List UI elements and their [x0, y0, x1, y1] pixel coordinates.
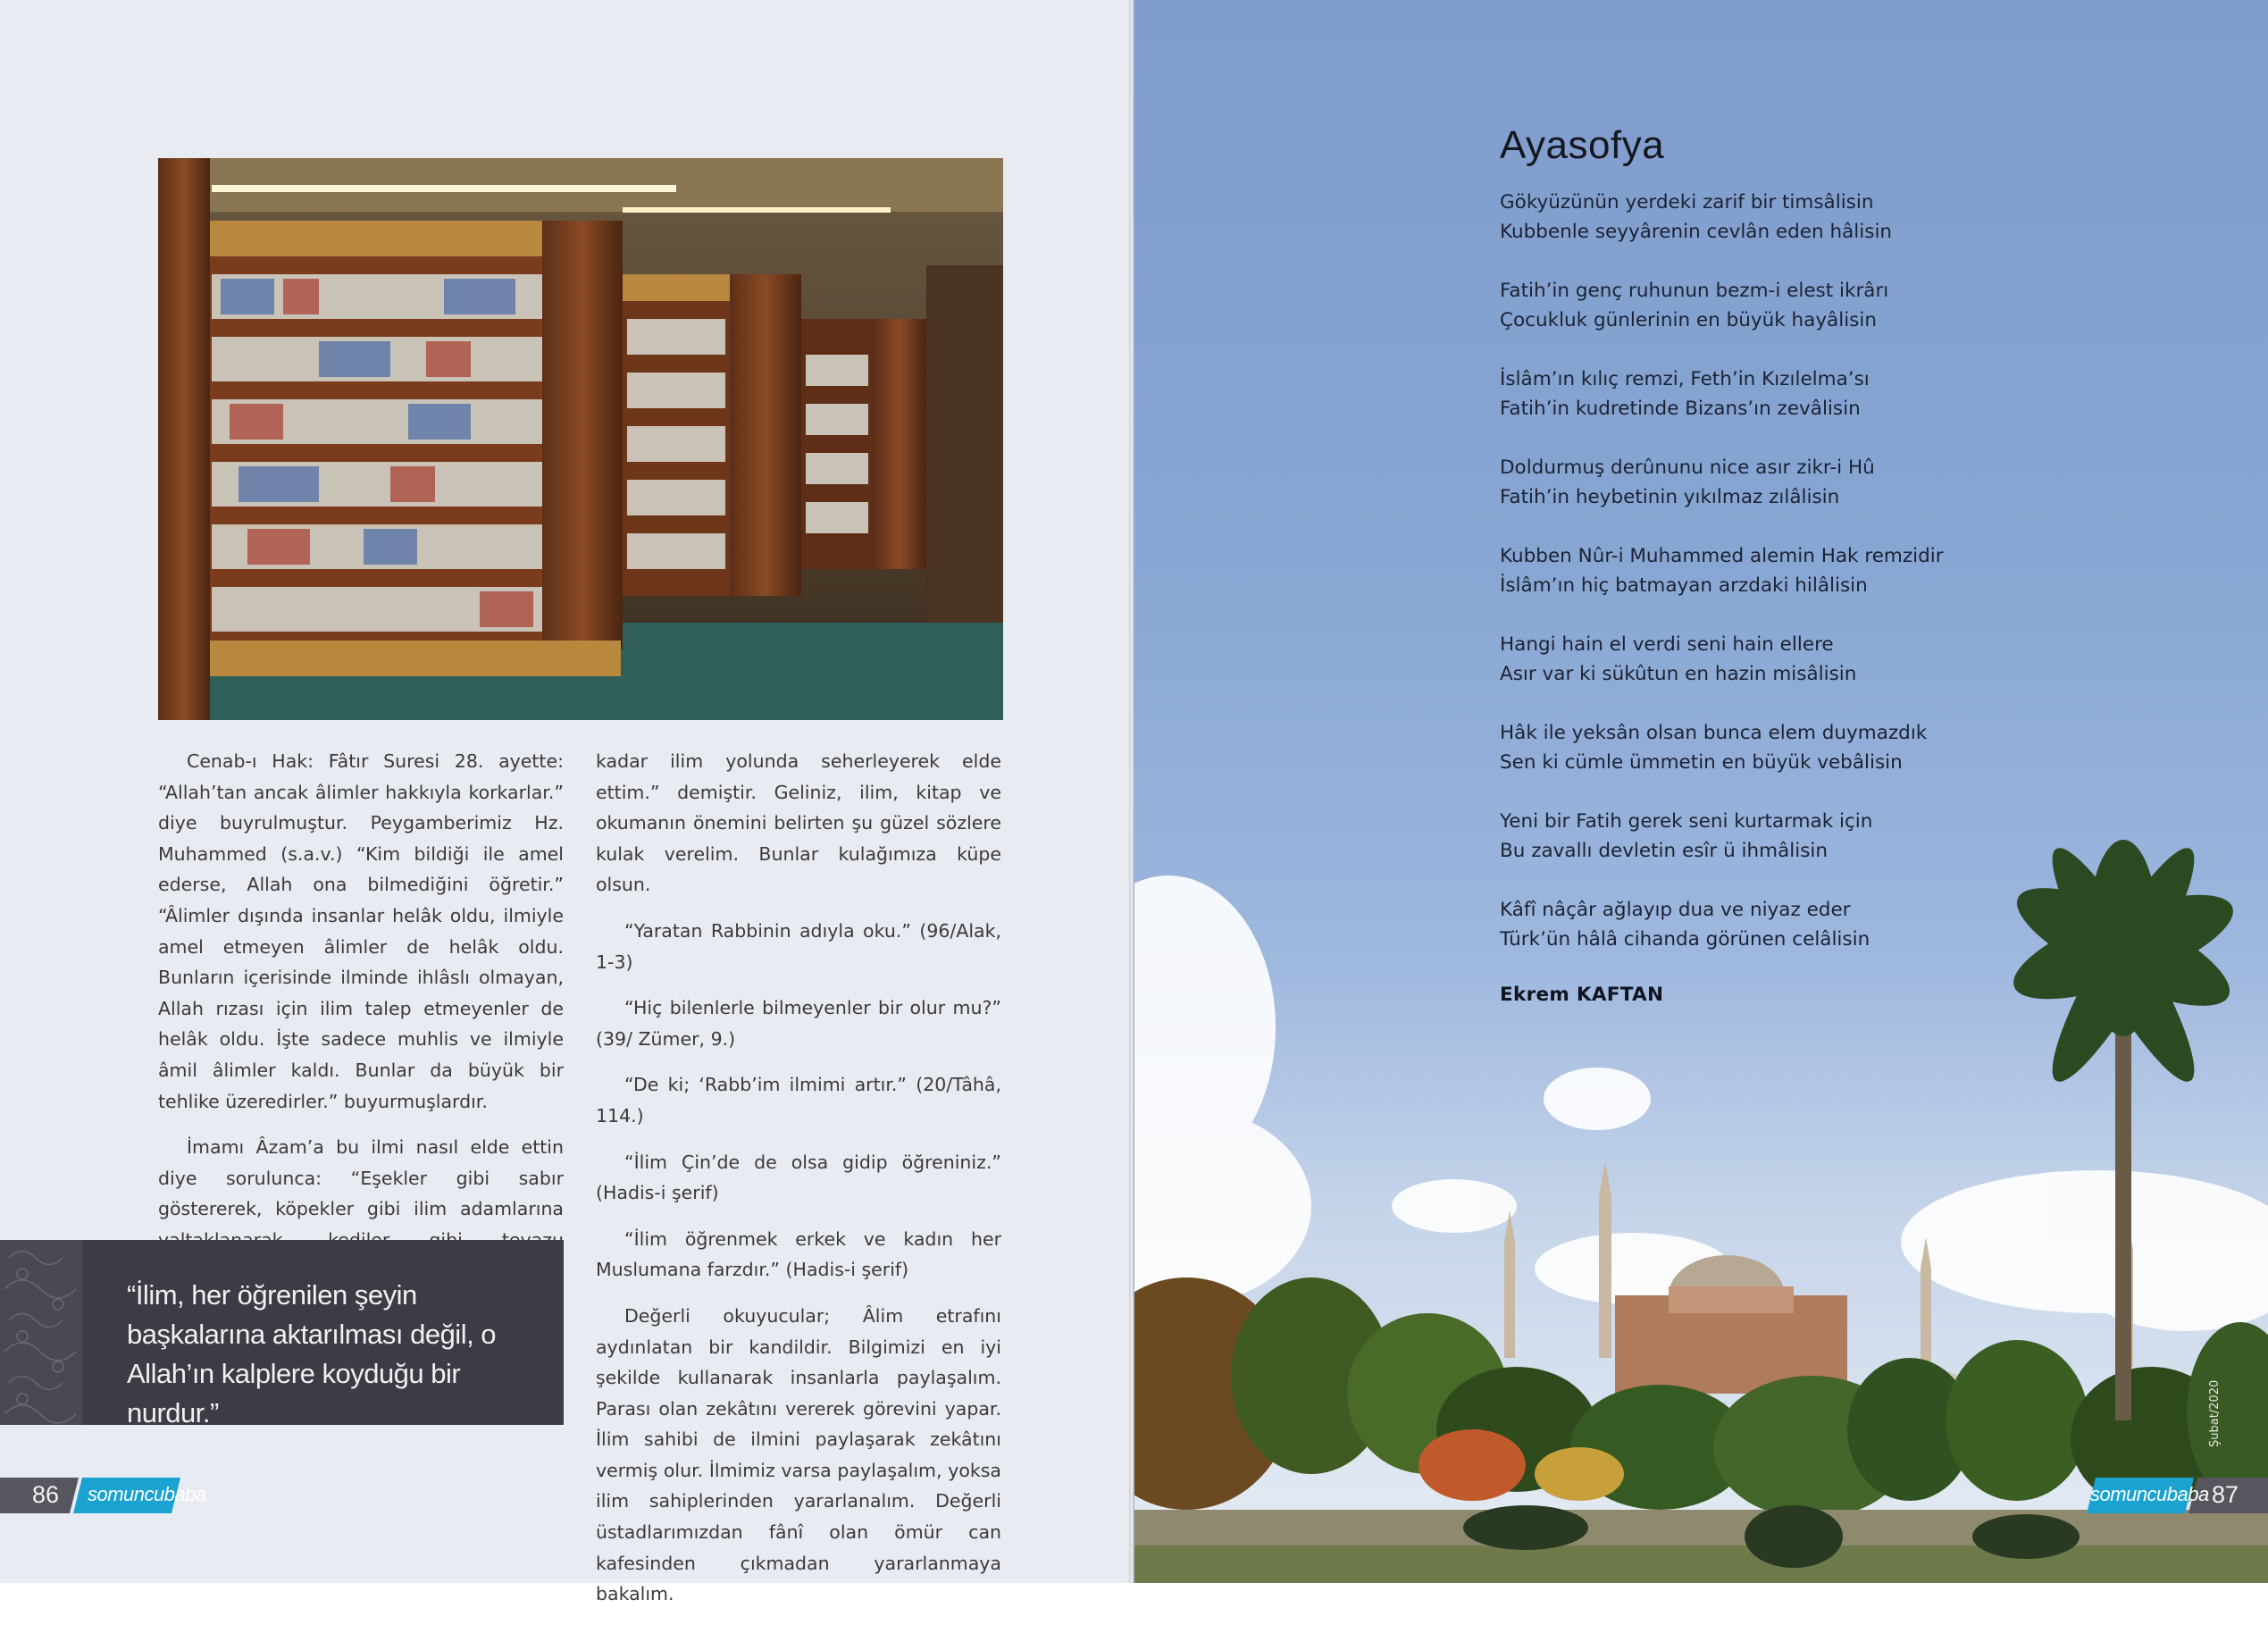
article-paragraph: “İlim Çin’de de olsa gidip öğreniniz.” (Hadis-i şerif) [596, 1151, 1001, 1204]
poem-line: Gökyüzünün yerdeki zarif bir timsâlisin [1500, 191, 1874, 214]
poem-line: İslâm’ın kılıç remzi, Feth’in Kızılelma’sı [1500, 368, 1870, 390]
poem-title: Ayasofya [1500, 123, 1665, 167]
poem-line: Türk’ün hâlâ cihanda görünen celâlisin [1500, 928, 1870, 951]
article-paragraph: “İlim öğrenmek erkek ve kadın her Muslumana farzdır.” (Hadis-i şerif) [596, 1227, 1001, 1281]
poem-stanza [1500, 453, 1964, 512]
poem-author: Ekrem KAFTAN [1500, 984, 1664, 1006]
poem-line: Yeni bir Fatih gerek seni kurtarmak için [1500, 810, 1873, 833]
article-paragraph: “Yaratan Rabbinin adıyla oku.” (96/Alak, 1-3) [596, 919, 1001, 973]
article-paragraph: Cenab-ı Hak: Fâtır Suresi 28. ayette: “Allah’tan ancak âlimler hakkıyla korkarlar.” diye buyrulmuştur. Peygamberimiz Hz. Muhammed (s.a.v.) “Kim bildiği ile amel ederse, Allah ona bilmediğini öğretir.” “Âlimler dışında insanlar helâk oldu, ilmiyle amel etmeyen âlimler de helâk oldu. Bunların içerisinde ilminde ihlâslı olmayan, Allah rızası için ilim talep etmeyenler de helâk oldu. İşte sadece muhlis ve ilmiyle âmil âlimler kaldı. Bunlar da büyük bir tehlike üzeredirler.” buyurmuşlardır. [158, 750, 564, 1112]
poem-stanza [1500, 188, 1964, 247]
article-column-1 [158, 746, 564, 1302]
poem-stanza [1500, 895, 1964, 954]
poem-line: Kubben Nûr-i Muhammed alemin Hak remzidir [1500, 545, 1944, 567]
poem-stanza [1500, 541, 1964, 600]
poem-stanza [1500, 718, 1964, 777]
poem-line: Fatih’in heybetinin yıkılmaz zılâlisin [1500, 486, 1840, 508]
page-spine [1129, 0, 1134, 1583]
pull-quote-box [0, 1240, 564, 1428]
brand-logo-left: somuncubaba [88, 1483, 206, 1505]
poem-block [1500, 123, 1964, 1006]
poem-line: Hâk ile yeksân olsan bunca elem duymazdık [1500, 722, 1928, 744]
article-paragraph: kadar ilim yolunda seherleyerek elde ettim.” demiştir. Geliniz, ilim, kitap ve okumanın önemini belirten şu güzel sözlere kulak verelim. Bunlar kulağımıza küpe olsun. [596, 750, 1001, 896]
article-paragraph: İmamı Âzam’a bu ilmi nasıl elde ettin diye sorulunca: “Eşekler gibi sabır göstererek, köpekler gibi ilim adamlarına [158, 1136, 564, 1220]
issue-date-tag: Şubat/2020 [2208, 1379, 2222, 1447]
ornament-pattern-icon [0, 1240, 82, 1425]
poem-line: Doldurmuş derûnunu nice asır zikr-i Hû [1500, 457, 1875, 479]
poem-line: Hangi hain el verdi seni hain ellere [1500, 633, 1834, 656]
poem-line: Bu zavallı devletin esîr ü ihmâlisin [1500, 840, 1828, 862]
poem-line: Fatih’in genç ruhunun bezm-i elest ikrârı [1500, 280, 1889, 302]
poem-line: Sen ki cümle ümmetin en büyük vebâlisin [1500, 751, 1903, 774]
poem-stanza [1500, 364, 1964, 423]
article-paragraph: “De ki; ‘Rabb’im ilmimi artır.” (20/Tâhâ, 114.) [596, 1074, 1001, 1127]
poem-line: Çocukluk günlerinin en büyük hayâlisin [1500, 309, 1877, 331]
poem-line: Kubbenle seyyârenin cevlân eden hâlisin [1500, 221, 1893, 243]
poem-line: Fatih’in kudretinde Bizans’ın zevâlisin [1500, 398, 1861, 420]
poem-line: Asır var ki sükûtun en hazin misâlisin [1500, 663, 1857, 685]
brand-logo-right: somuncubaba [2090, 1483, 2209, 1505]
article-paragraph: Değerli okuyucular; Âlim etrafını aydınlatan bir kandildir. Bilgimizi en iyi şekilde kullanarak insanlarla paylaşalım. Parası olan zekâtını vererek görevini yapar. İlim sahibi de ilmini paylaşarak zekâtını vermiş olur. İlmimiz varsa paylaşalım, yoksa ilim sahiplerinden yararlanalım. Değerli üstadlarımızdan fânî olan ömür can kafesinden çıkmadan yararlanmaya bakalım. [596, 1304, 1001, 1605]
article-column-2 [596, 746, 1001, 1625]
library-bookshelves-image [158, 158, 1003, 720]
pull-quote-text: “İlim, her öğrenilen şeyin başkalarına aktarılması değil, o Allah’ın kalplere koyduğu bir nurdur.” [127, 1279, 497, 1428]
page-number-right: 87 [2212, 1481, 2239, 1508]
poem-line: Kâfî nâçâr ağlayıp dua ve niyaz eder [1500, 899, 1851, 921]
left-page [0, 0, 1133, 1605]
page-number-left: 86 [32, 1481, 60, 1508]
poem-stanza [1500, 630, 1964, 689]
poem-stanza [1500, 276, 1964, 335]
article-paragraph: “Hiç bilenlerle bilmeyenler bir olur mu?” (39/ Zümer, 9.) [596, 997, 1001, 1050]
poem-line: İslâm’ın hiç batmayan arzdaki hilâlisin [1500, 574, 1868, 597]
poem-stanza [1500, 807, 1964, 866]
